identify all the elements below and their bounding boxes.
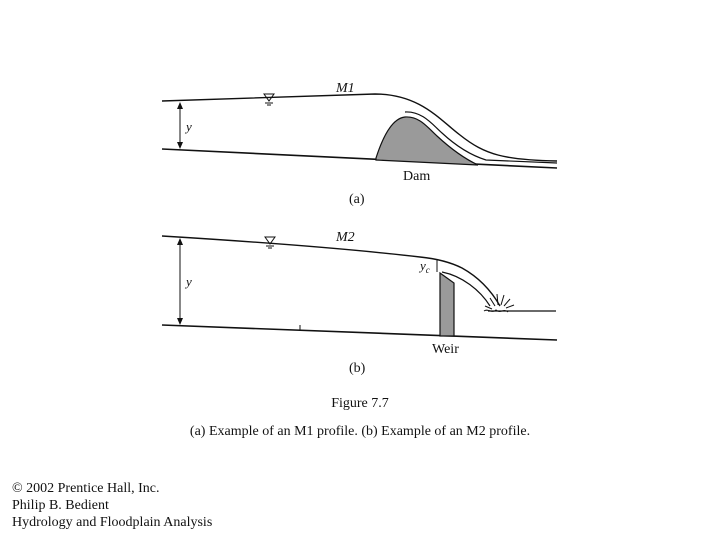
figure-caption: (a) Example of an M1 profile. (b) Example of an M2 profile. bbox=[189, 424, 531, 439]
credits bbox=[12, 480, 212, 531]
weir-shape bbox=[440, 273, 454, 336]
dam-shape bbox=[376, 117, 478, 165]
critical-depth-subscript: c bbox=[425, 265, 430, 275]
water-level-icon bbox=[264, 94, 274, 105]
channel-bed-a bbox=[162, 149, 557, 168]
depth-arrow-b-head-bottom bbox=[177, 318, 183, 325]
depth-label-b: y bbox=[186, 274, 192, 289]
panel-b bbox=[162, 230, 557, 376]
profile-label-a: M1 bbox=[336, 81, 355, 96]
water-surface-m1 bbox=[162, 94, 557, 161]
critical-depth-label bbox=[418, 258, 430, 275]
profile-label-b: M2 bbox=[336, 230, 355, 245]
depth-arrow-b-head-top bbox=[177, 238, 183, 245]
panel-label-a: (a) bbox=[349, 192, 365, 207]
weir-label: Weir bbox=[432, 342, 459, 357]
depth-arrow-a-head-top bbox=[177, 102, 183, 109]
author-line: Philip B. Bedient bbox=[12, 498, 109, 513]
channel-bed-b bbox=[162, 325, 557, 340]
panel-a bbox=[162, 81, 557, 207]
book-title-line: Hydrology and Floodplain Analysis bbox=[12, 515, 213, 530]
panel-label-b: (b) bbox=[349, 361, 366, 376]
depth-label-a: y bbox=[186, 119, 192, 134]
copyright-line: © 2002 Prentice Hall, Inc. bbox=[12, 481, 160, 496]
dam-label: Dam bbox=[403, 169, 431, 184]
depth-arrow-a-head-bottom bbox=[177, 142, 183, 149]
critical-depth-symbol: y bbox=[420, 258, 426, 273]
figure-title: Figure 7.7 bbox=[331, 396, 389, 411]
